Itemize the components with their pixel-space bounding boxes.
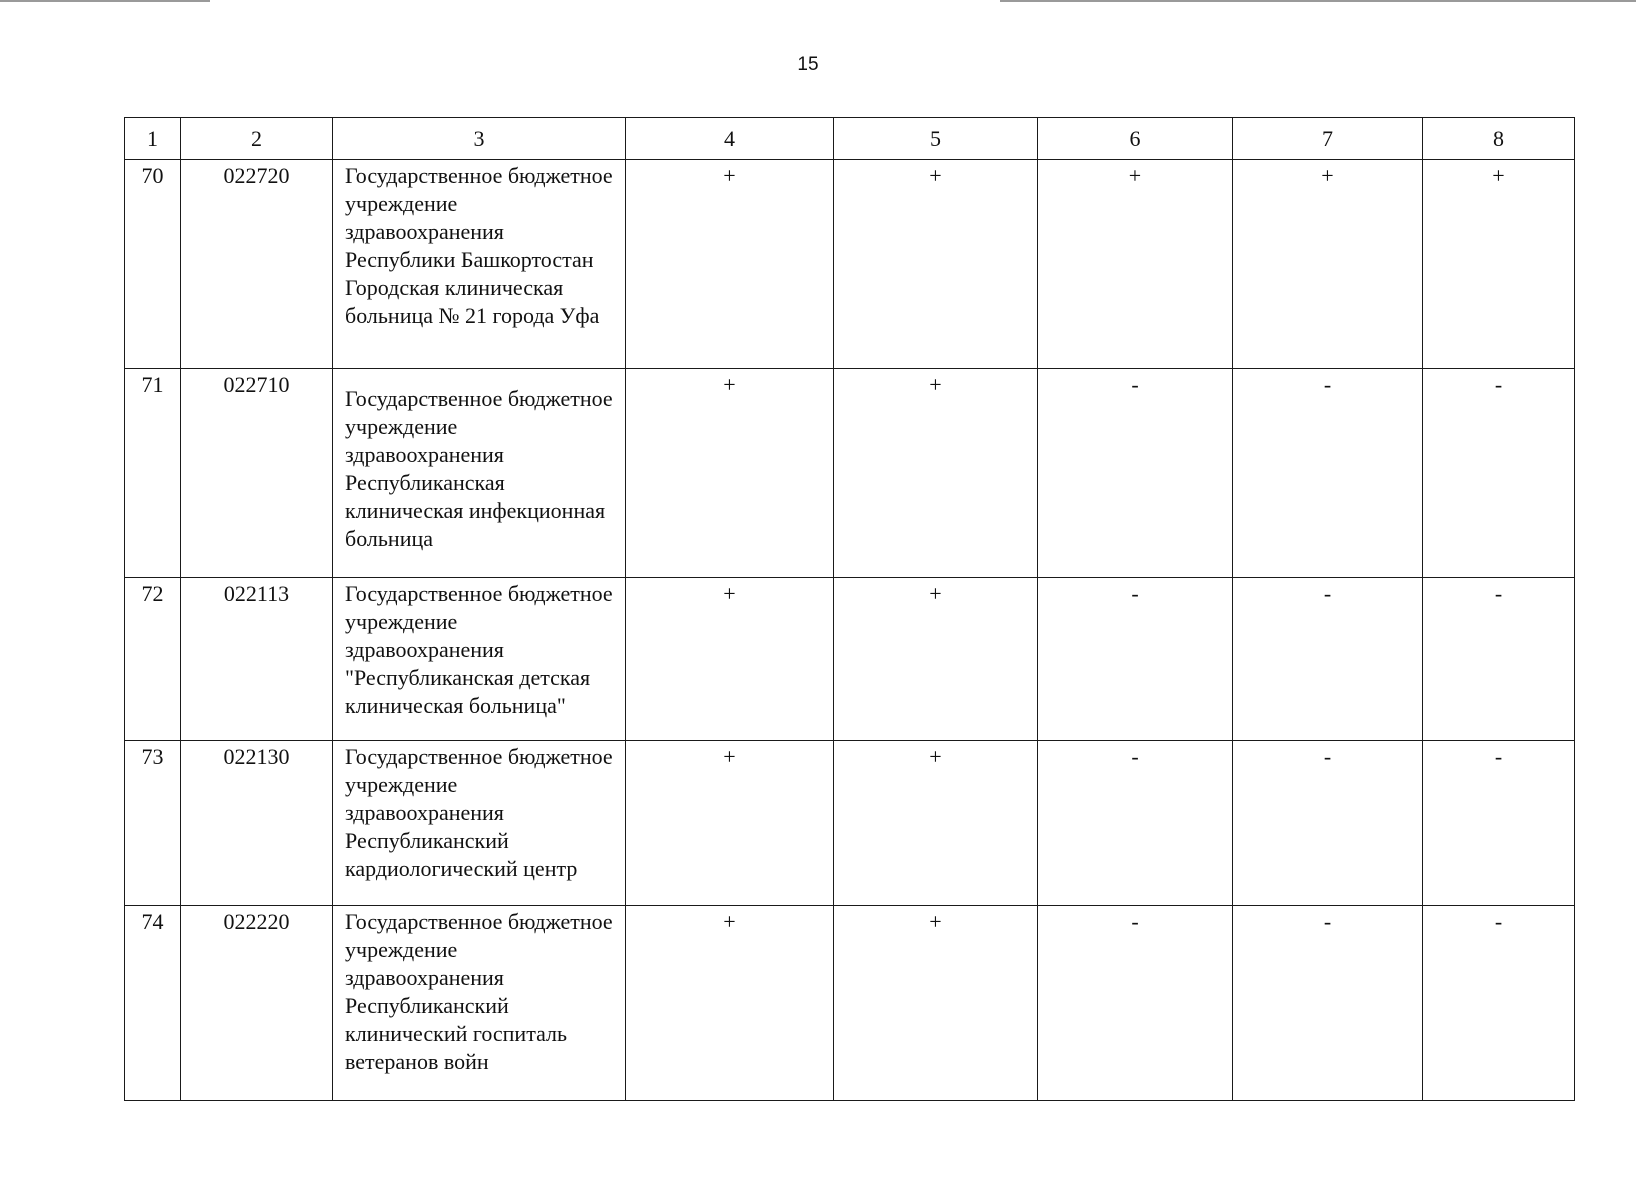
- institution-code: 022710: [181, 369, 333, 578]
- mark-col-7: +: [1233, 160, 1423, 369]
- header-col-8: 8: [1423, 118, 1575, 160]
- mark-col-5: +: [834, 906, 1038, 1101]
- mark-col-8: -: [1423, 906, 1575, 1101]
- institution-code: 022720: [181, 160, 333, 369]
- institution-name: Государственное бюджетное учреждение здравоохранения Республики Башкортостан Городская клиническая больница № 21 города Уфа: [333, 160, 626, 369]
- header-col-6: 6: [1038, 118, 1233, 160]
- header-col-1: 1: [125, 118, 181, 160]
- header-col-7: 7: [1233, 118, 1423, 160]
- page-number: 15: [797, 54, 819, 75]
- mark-col-6: -: [1038, 578, 1233, 741]
- row-number: 73: [125, 741, 181, 906]
- institution-name: Государственное бюджетное учреждение здравоохранения Республиканский клинический госпиталь ветеранов войн: [333, 906, 626, 1101]
- table-row: [125, 160, 1575, 369]
- institution-name: Государственное бюджетное учреждение здравоохранения "Республиканская детская клиническая больница": [333, 578, 626, 741]
- mark-col-7: -: [1233, 906, 1423, 1101]
- mark-col-7: -: [1233, 369, 1423, 578]
- table-row: [125, 906, 1575, 1101]
- mark-col-8: -: [1423, 369, 1575, 578]
- mark-col-8: -: [1423, 578, 1575, 741]
- header-col-5: 5: [834, 118, 1038, 160]
- mark-col-4: +: [626, 741, 834, 906]
- mark-col-8: +: [1423, 160, 1575, 369]
- table-row: [125, 369, 1575, 578]
- table-row: [125, 741, 1575, 906]
- mark-col-5: +: [834, 369, 1038, 578]
- scan-edge-line-left: [0, 0, 210, 2]
- mark-col-7: -: [1233, 741, 1423, 906]
- table-row: [125, 578, 1575, 741]
- institution-code: 022130: [181, 741, 333, 906]
- mark-col-8: -: [1423, 741, 1575, 906]
- row-number: 74: [125, 906, 181, 1101]
- institution-name: Государственное бюджетное учреждение здравоохранения Республиканский кардиологический центр: [333, 741, 626, 906]
- mark-col-5: +: [834, 160, 1038, 369]
- institutions-table: [124, 117, 1575, 1101]
- mark-col-4: +: [626, 578, 834, 741]
- mark-col-4: +: [626, 160, 834, 369]
- institution-name-cell: [333, 369, 626, 578]
- mark-col-4: +: [626, 369, 834, 578]
- mark-col-6: -: [1038, 741, 1233, 906]
- row-number: 71: [125, 369, 181, 578]
- mark-col-6: -: [1038, 369, 1233, 578]
- mark-col-7: -: [1233, 578, 1423, 741]
- header-row: [125, 118, 1575, 160]
- header-col-2: 2: [181, 118, 333, 160]
- row-number: 70: [125, 160, 181, 369]
- institution-name: Государственное бюджетное учреждение здравоохранения Республиканская клиническая инфекционная больница: [345, 386, 613, 551]
- header-col-4: 4: [626, 118, 834, 160]
- scan-edge-line-right: [1000, 0, 1636, 2]
- mark-col-5: +: [834, 741, 1038, 906]
- header-col-3: 3: [333, 118, 626, 160]
- mark-col-5: +: [834, 578, 1038, 741]
- mark-col-6: -: [1038, 906, 1233, 1101]
- row-number: 72: [125, 578, 181, 741]
- institution-code: 022113: [181, 578, 333, 741]
- institution-code: 022220: [181, 906, 333, 1101]
- mark-col-4: +: [626, 906, 834, 1101]
- mark-col-6: +: [1038, 160, 1233, 369]
